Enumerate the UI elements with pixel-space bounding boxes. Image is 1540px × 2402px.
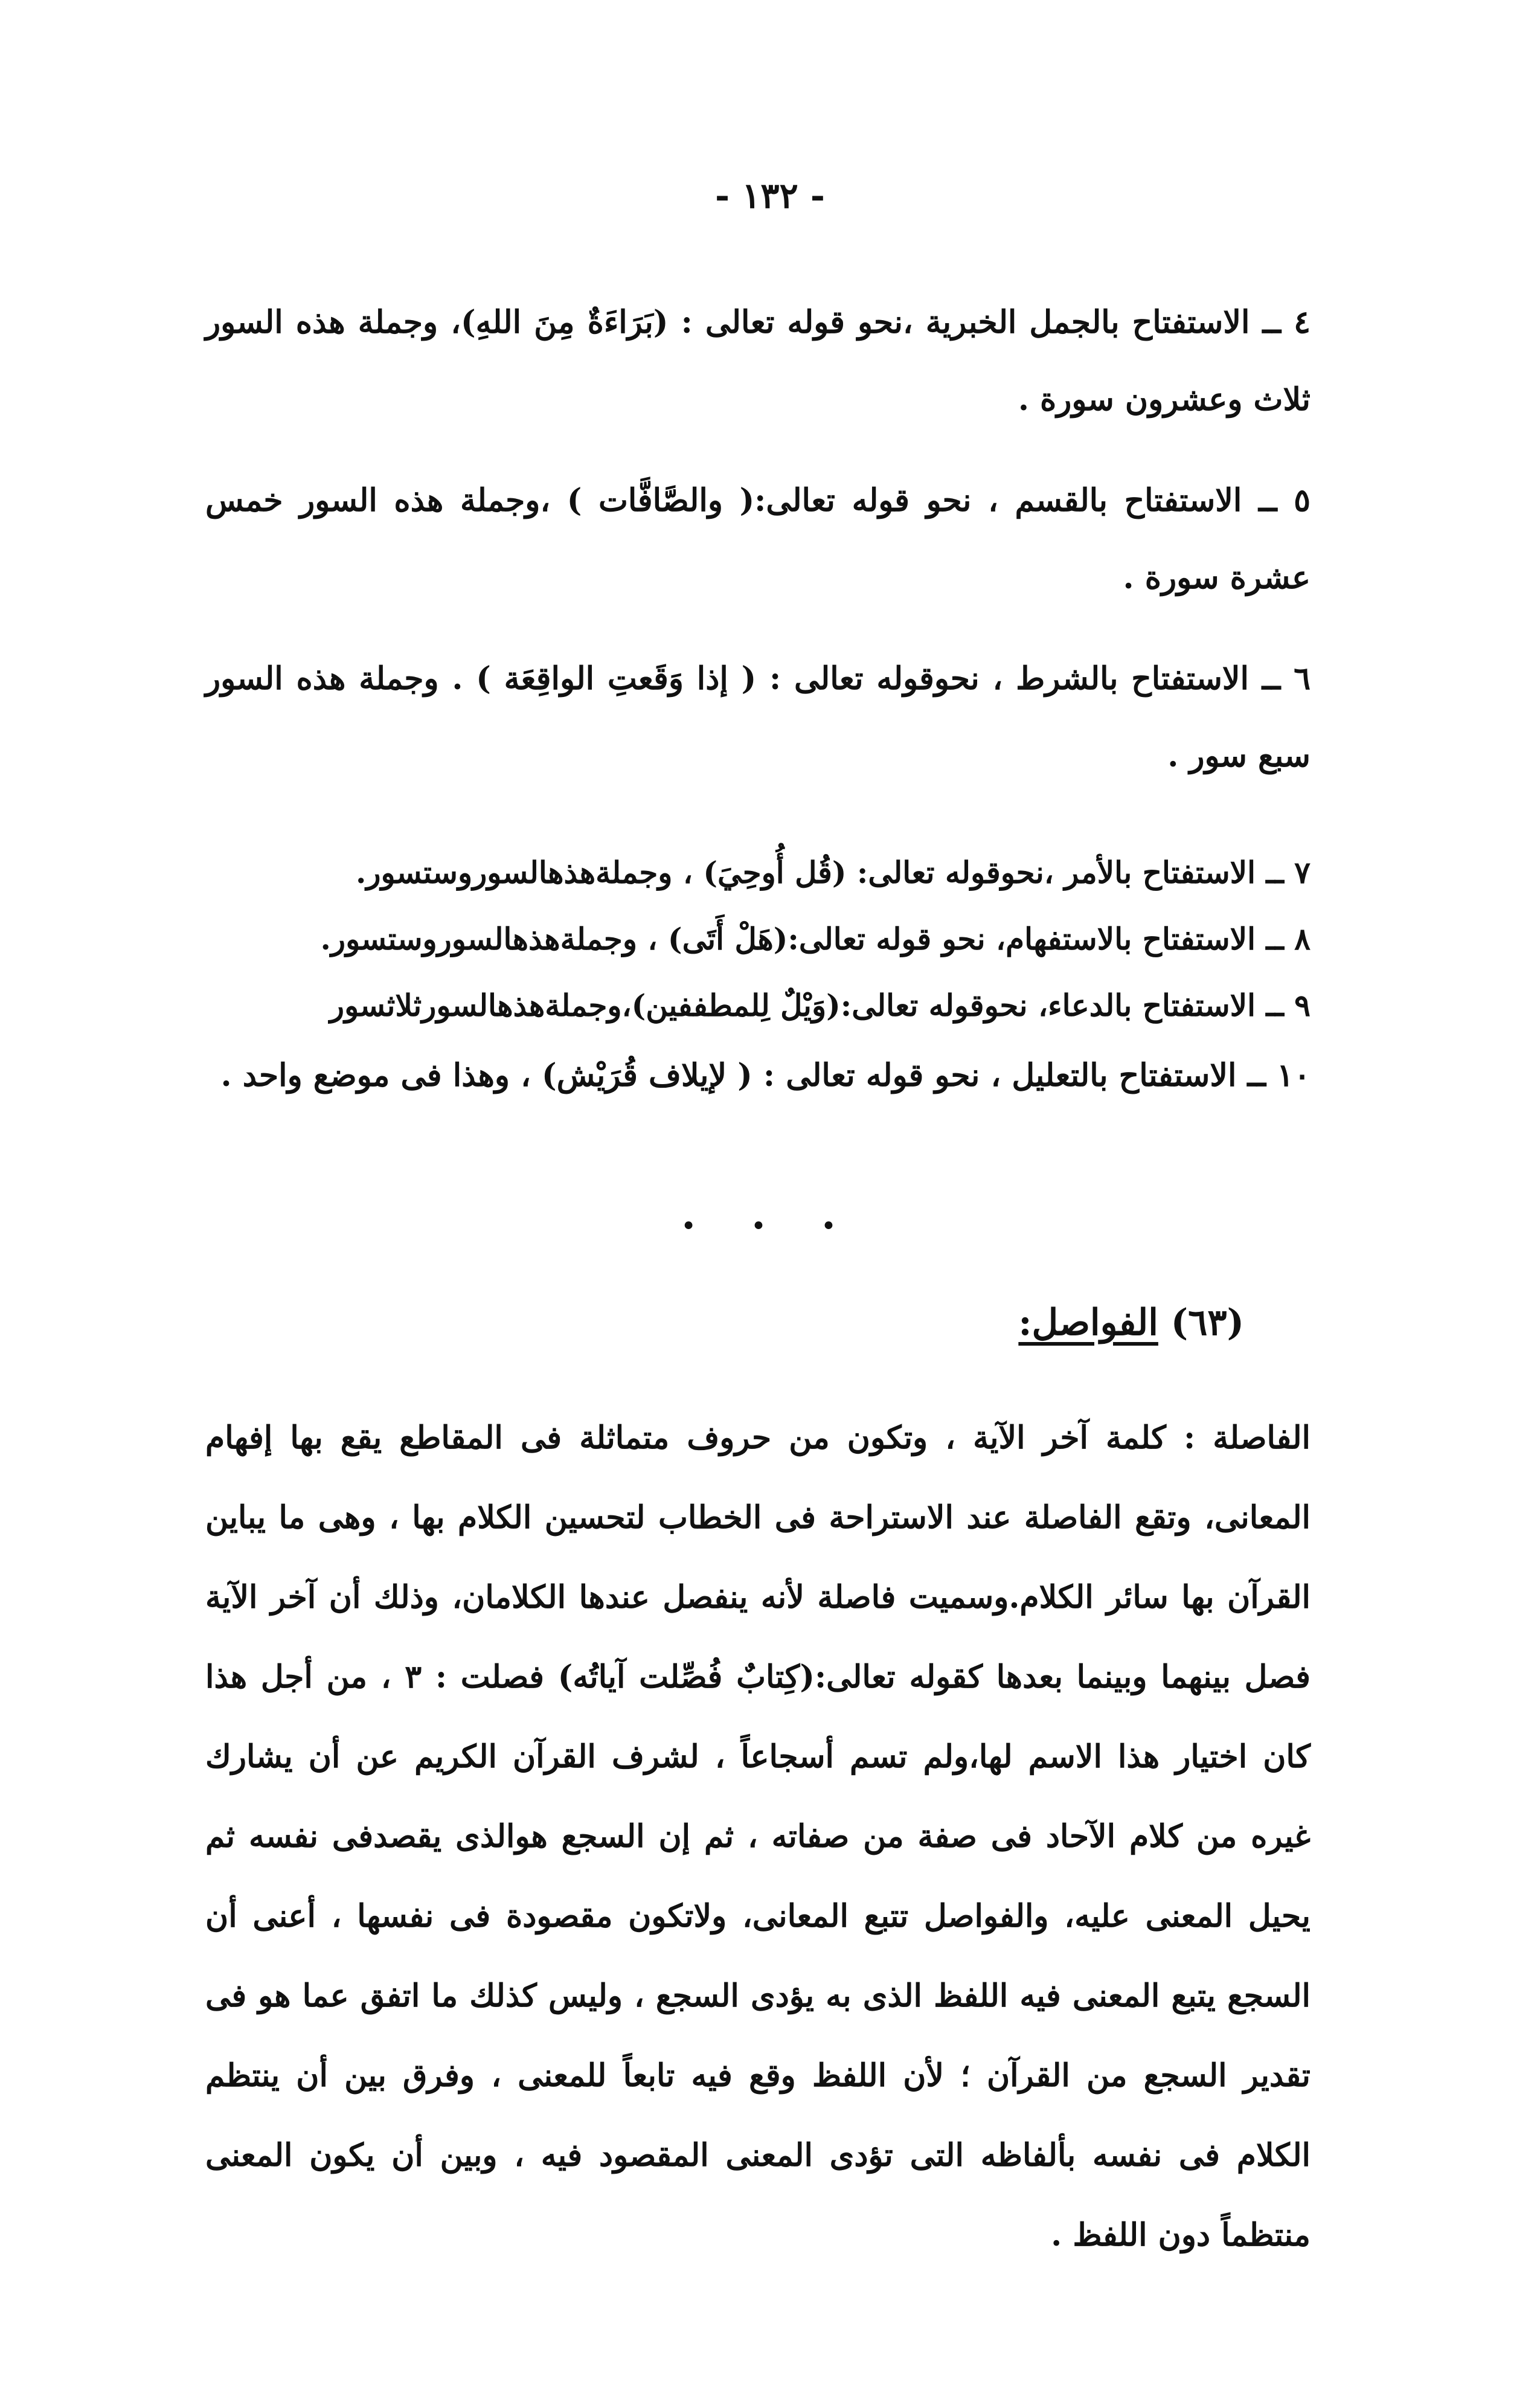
list-item-5: ٥ ــ الاستفتاح بالقسم ، نحو قوله تعالى:( والصَّافَّات ) ،وجملة هذه السور خمس عشرة سورة .: [205, 482, 1311, 596]
list-item-8: ٨ ــ الاستفتاح بالاستفهام، نحو قوله تعالى:(هَلْ أَتَى) ، وجملةهذهالسوروستسور.: [320, 921, 1311, 957]
list-item-6: ٦ ــ الاستفتاح بالشرط ، نحوقوله تعالى : ( إذا وَقَعتِ الواقِعَة ) . وجملة هذه السور سبع سور .: [205, 660, 1311, 774]
list-item-9: ٩ ــ الاستفتاح بالدعاء، نحوقوله تعالى:(وَيْلٌ لِلمطففين)،وجملةهذهالسورثلاثسور: [329, 987, 1311, 1023]
section-number: (٦٣): [1170, 1302, 1244, 1344]
section-heading: [1018, 1286, 1244, 1359]
list-item-7: ٧ ــ الاستفتاح بالأمر ،نحوقوله تعالى: (قُل أُوحِيَ) ، وجملةهذهالسوروستسور.: [355, 855, 1311, 890]
page-number: - ١٣٢ -: [715, 175, 825, 216]
list-item-10: ١٠ ــ الاستفتاح بالتعليل ، نحو قوله تعالى : ( لإيلاف قُرَيْش) ، وهذا فى موضع واحد .: [220, 1057, 1311, 1094]
body-paragraph: الفاصلة : كلمة آخر الآية ، وتكون من حروف متماثلة فى المقاطع يقع بها إفهام المعانى، وتقع الفاصلة عند الاستراحة فى الخطاب لتحسين الكلام بها ، وهى ما يباين القرآن بها سائر الكلام.وسميت فاصلة لأنه ينفصل عندها الكلامان، وذلك أن آخر الآية فصل بينهما وبينما بعدها كقوله تعالى:(كِتابٌ فُصِّلت آياتُه) فصلت : ٣ ، من أجل هذا كان اختيار هذا الاسم لها،ولم تسم أسجاعاً ، لشرف القرآن الكريم عن أن يشارك غيره من كلام الآحاد فى صفة من صفاته ، ثم إن السجع هوالذى يقصدفى نفسه ثم يحيل المعنى عليه، والفواصل تتبع المعانى، ولاتكون مقصودة فى نفسها ، أعنى أن السجع يتبع المعنى فيه اللفظ الذى به يؤدى السجع ، وليس كذلك ما اتفق عما هو فى تقدير السجع من القرآن ؛ لأن اللفظ وقع فيه تابعاً للمعنى ، وفرق بين أن ينتظم الكلام فى نفسه بألفاظه التى تؤدى المعنى المقصود فيه ، وبين أن يكون المعنى منتظماً دون اللفظ .: [205, 1419, 1311, 2253]
section-title: الفواصل:: [1018, 1302, 1158, 1344]
list-item-4: ٤ ــ الاستفتاح بالجمل الخبرية ،نحو قوله تعالى : (بَرَاءَةٌ مِنَ اللهِ)، وجملة هذه السور ثلاث وعشرون سورة .: [205, 304, 1311, 418]
section-separator: • • •: [681, 1211, 859, 1242]
